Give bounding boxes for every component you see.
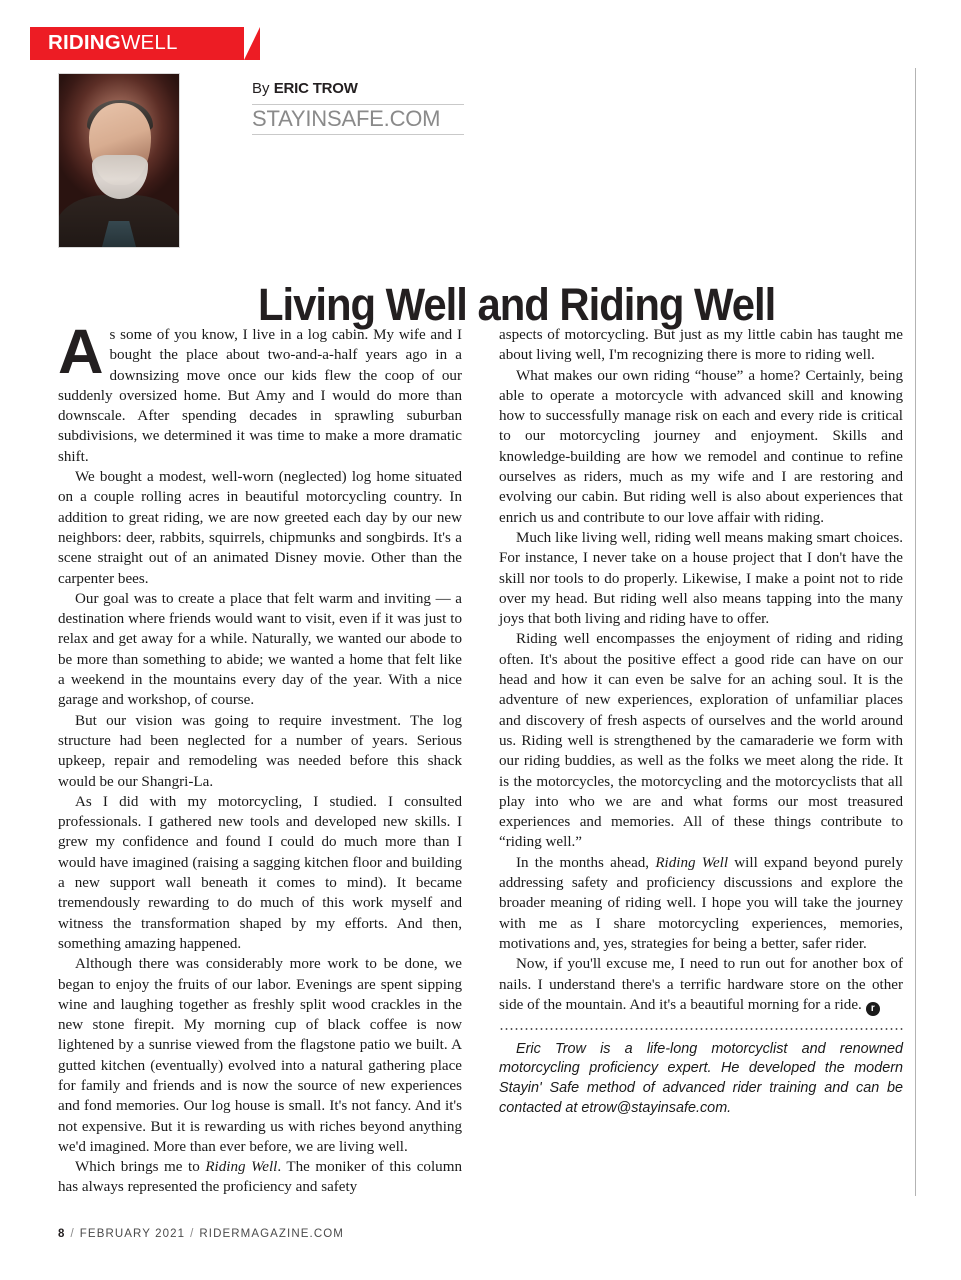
paragraph: Much like living well, riding well means making smart choices. For instance, I never take on a house project that I don't have the skill nor tools to do properly. Likewise, I make a point not to ride over my head. But riding well also means tapping into the many joys that both living and riding have to offer. — [499, 529, 903, 628]
paragraph-final — [499, 954, 903, 1016]
footer-page-number: 8 — [58, 1228, 66, 1240]
paragraph: Although there was considerably more work to be done, we began to enjoy the fruits of our labor. Evenings are spent sipping wine and laughing together as freshly split wood crackles in the new stone firepit. My morning cup of black coffee is now lightened by a sunrise viewed from the flagstone patio we built. A gutted kitchen (eventually) evolved into a natural gathering place for family and friends and is now the source of new experiences and fond memories. Our log house is small. It's not fancy. And it's not expensive. But it is rewarding us with riches beyond anything we'd imagined. More than ever before, we are living well. — [58, 956, 462, 1155]
drop-cap: A — [58, 317, 104, 387]
footer-separator: / — [70, 1228, 75, 1240]
kicker-word-strong: RIDING — [48, 31, 121, 55]
portrait-beard-shape — [92, 155, 148, 199]
paragraph-column-one-last — [58, 1157, 462, 1198]
footer-separator: / — [190, 1228, 195, 1240]
column-one — [58, 317, 462, 1198]
column-title-emphasis: Riding Well — [655, 854, 729, 871]
paragraph: We bought a modest, well-worn (neglected) log home situated on a couple rolling acres in beautiful motorcycling country. In addition to great riding, we are now greeted each day by our new neighbors: deer, rabbits, squirrels, chipmunks and songbirds. It's a scene straight out of an animated Disney movie. Other than the carpenter bees. — [58, 469, 462, 587]
footer-website: RIDERMAGAZINE.COM — [199, 1228, 344, 1240]
paragraph-opening — [58, 317, 462, 467]
byline-prefix: By — [252, 80, 274, 97]
footer-issue: FEBRUARY 2021 — [79, 1228, 186, 1240]
bio-dotted-divider — [499, 1028, 903, 1030]
author-portrait-photo — [58, 73, 180, 248]
page-right-rule — [915, 68, 916, 1196]
column-two — [499, 325, 903, 1198]
paragraph: Riding well encompasses the enjoyment of riding and riding often. It's about the positive effect a good ride can have on our head and how it can even be salve for an aching soul. It is the adventure of new experiences, exploration of unfamiliar places and discovery of fresh aspects of ourselves and the world around us. Riding well is strengthened by the camaraderie we form with our riding buddies, as well as the folks we meet along the ride. It is the motorcycles, the motorcycling and the motorcyclists that all play into who we are and what forms our most treasured experiences and memories. All of these things contribute to “riding well.” — [499, 631, 903, 851]
page-footer — [58, 1228, 344, 1240]
kicker-label — [48, 33, 178, 54]
article-headline: Living Well and Riding Well — [258, 279, 776, 331]
paragraph-text: s some of you know, I live in a log cabin. My wife and I bought the place about two-and-a-half years ago in a downsizing move once our kids flew the coop of our suddenly oversized home. But Amy and I would do more than downscale. After spending decades in sprawling suburban subdivisions, we determined it was time to make a more dramatic shift. — [58, 327, 462, 465]
paragraph-text: Now, if you'll excuse me, I need to run out for another box of nails. I understand there's a terrific hardware store on the other side of the mountain. And it's a beautiful morning for a ride. — [499, 956, 903, 1013]
paragraph: But our vision was going to require investment. The log structure had been neglected for a number of years. Serious upkeep, repair and remodeling was needed before this shack would be our Shangri-La. — [58, 712, 462, 790]
paragraph-months-ahead — [499, 853, 903, 954]
paragraph: As I did with my motorcycling, I studied. I consulted professionals. I gathered new tools and developed new skills. I grew my confidence and found I could do much more than I would have imagined (raising a sagging kitchen floor and building a new support wall beneath it comes to mind). It became tremendously rewarding to do much of this work myself and witness the transformation shaped by my efforts. And then, something amazing happened. — [58, 793, 462, 952]
paragraph-text-pre: Which brings me to — [75, 1159, 206, 1176]
byline-author-line — [252, 80, 464, 98]
paragraph-continuation: aspects of motorcycling. But just as my little cabin has taught me about living well, I'm recognizing there is more to riding well. — [499, 327, 903, 364]
paragraph: Our goal was to create a place that felt warm and inviting — a destination where friends would want to visit, even if it was just to relax and get away for a while. Naturally, we wanted our abode to be more than something to abide; we wanted a home that felt like a weekend in the mountains every day of the year. With a nice garage and workshop, of course. — [58, 590, 462, 709]
paragraph: What makes our own riding “house” a home? Certainly, being able to operate a motorcycle with advanced skill and knowing how to successfully manage risk on each and every ride is critical to our motorcycling journey and enjoyment. Skills and knowledge-building are how we remodel and continue to refine ourselves as riders, much as my wife and I are restoring and evolving our cabin. But riding well is also about experiences that enrich us and contribute to our love affair with riding. — [499, 367, 903, 526]
byline — [252, 80, 464, 135]
section-kicker-banner — [30, 27, 244, 60]
byline-website: STAYINSAFE.COM — [252, 104, 464, 135]
paragraph-text-pre: In the months ahead, — [516, 854, 656, 871]
paragraph-text-post: will expand beyond purely addressing safety and proficiency discussions and explore the broader meaning of riding well. I hope you will take the journey with me as I share motorcycling experiences, memories, motivations and, yes, strategies for being a better, safer rider. — [499, 854, 904, 952]
article-body-columns — [58, 317, 904, 1198]
paragraph-text-post: . The moniker of this column has always represented the proficiency and safety — [58, 1159, 462, 1196]
kicker-word-light: WELL — [120, 31, 178, 55]
byline-author-name: ERIC TROW — [273, 80, 358, 97]
rider-end-mark-icon: r — [866, 1002, 880, 1016]
column-title-emphasis: Riding Well — [205, 1159, 278, 1176]
author-bio: Eric Trow is a life-long motorcyclist and renowned motorcycling proficiency expert. He developed the modern Stayin' Safe method of advanced rider training and can be contacted at etrow@stayinsafe.com. — [499, 1040, 903, 1116]
